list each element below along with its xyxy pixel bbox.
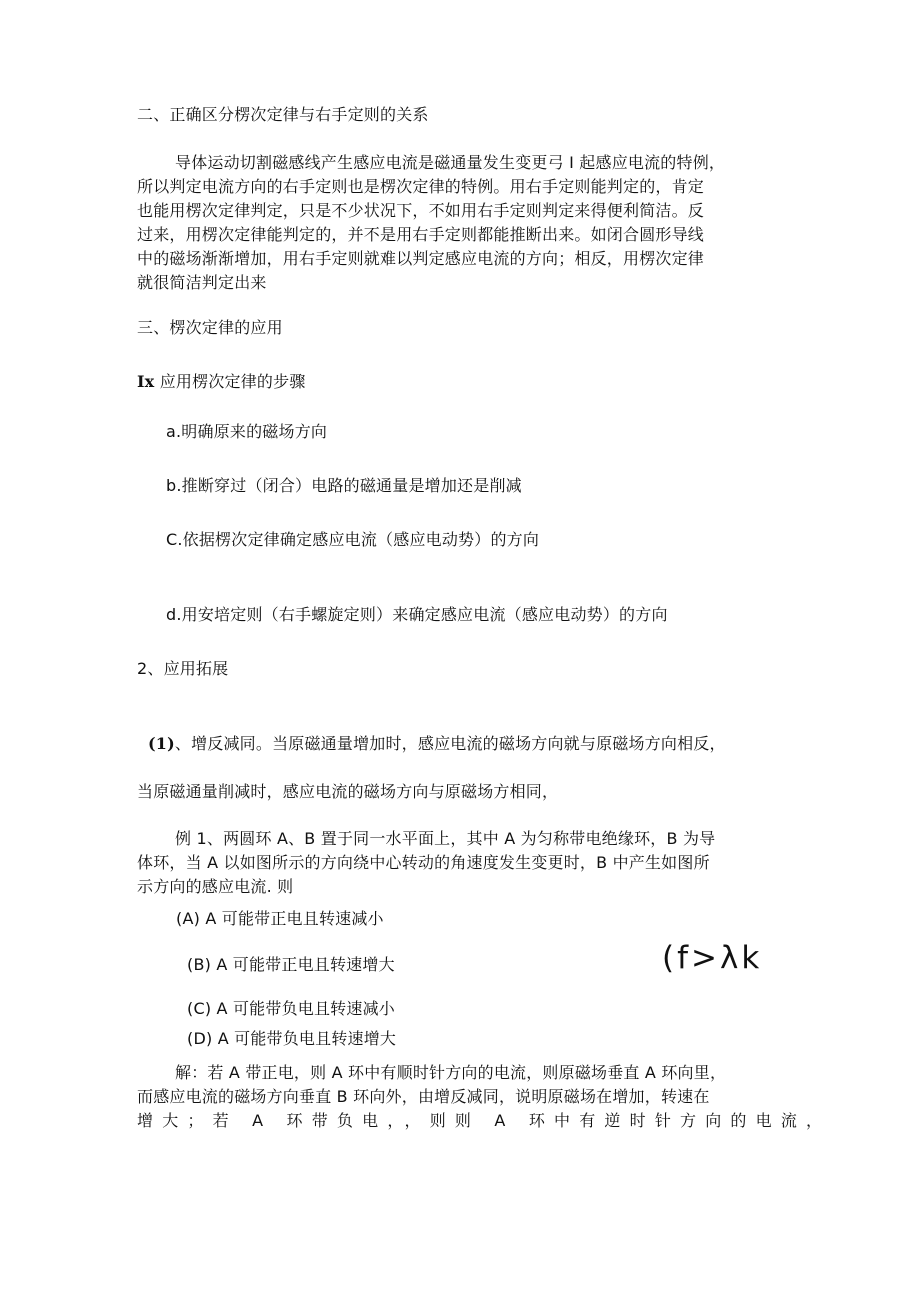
rule-1-number: (1) — [148, 734, 175, 753]
option-c: (C) A 可能带负电且转速减小 — [187, 999, 395, 1018]
paragraph-line: 就很简洁判定出来 — [137, 273, 267, 292]
paragraph-line: 中的磁场渐渐增加，用右手定则就难以判定感应电流的方向；相反，用楞次定律 — [137, 249, 705, 268]
option-b: (B) A 可能带正电且转速增大 — [187, 955, 395, 974]
paragraph-line: 解：若 A 带正电，则 A 环中有顺时针方向的电流，则原磁场垂直 A 环向里， — [175, 1063, 727, 1082]
paragraph-line: 例 1、两圆环 A、B 置于同一水平面上，其中 A 为匀称带电绝缘环，B 为导 — [175, 829, 716, 848]
solution-paragraph — [137, 1061, 832, 1133]
paragraph-line: 过来，用楞次定律能判定的，并不是用右手定则都能推断出来。如闭合圆形导线 — [137, 225, 705, 244]
step-a: a.明确原来的磁场方向 — [166, 422, 328, 441]
section-3-heading: 三、楞次定律的应用 — [137, 318, 283, 337]
example-paragraph — [137, 827, 787, 899]
paragraph-line: 所以判定电流方向的右手定则也是楞次定律的特例。用右手定则能判定的，肯定 — [137, 177, 705, 196]
option-d: (D) A 可能带负电且转速增大 — [187, 1029, 397, 1048]
expansion-heading: 2、应用拓展 — [137, 659, 229, 678]
step-c: C.依据楞次定律确定感应电流（感应电动势）的方向 — [166, 530, 540, 549]
section-2-heading: 二、正确区分楞次定律与右手定则的关系 — [137, 105, 429, 124]
steps-heading — [137, 370, 306, 394]
steps-heading-prefix: Ix — [137, 372, 155, 391]
step-b: b.推断穿过（闭合）电路的磁通量是增加还是削减 — [166, 476, 522, 495]
rule-1-text: 、增反减同。当原磁通量增加时，感应电流的磁场方向就与原磁场方向相反， — [174, 734, 726, 753]
paragraph-line: 导体运动切割磁感线产生感应电流是磁通量发生变更弓 I 起感应电流的特例， — [175, 153, 726, 172]
steps-heading-text: 应用楞次定律的步骤 — [154, 372, 306, 391]
step-d: d.用安培定则（右手螺旋定则）来确定感应电流（感应电动势）的方向 — [166, 605, 668, 624]
paragraph-line: 示方向的感应电流. 则 — [137, 877, 294, 896]
paragraph-line: 而感应电流的磁场方向垂直 B 环向外，由增反减同，说明原磁场在增加，转速在 — [137, 1087, 710, 1106]
figure-ocr-text: (f>λk — [662, 940, 763, 976]
relation-paragraph — [137, 151, 787, 295]
rule-1 — [148, 732, 726, 756]
paragraph-line: 增大；若 A 环带负电，，则则 A 环中有逆时针方向的电流， — [137, 1111, 832, 1130]
paragraph-line: 体环，当 A 以如图所示的方向绕中心转动的角速度发生变更时，B 中产生如图所 — [137, 853, 710, 872]
option-a: (A) A 可能带正电且转速减小 — [176, 909, 384, 928]
paragraph-line: 也能用楞次定律判定，只是不少状况下，不如用右手定则判定来得便利简洁。反 — [137, 201, 705, 220]
rule-1-continued: 当原磁通量削减时，感应电流的磁场方向与原磁场方相同， — [137, 782, 559, 801]
